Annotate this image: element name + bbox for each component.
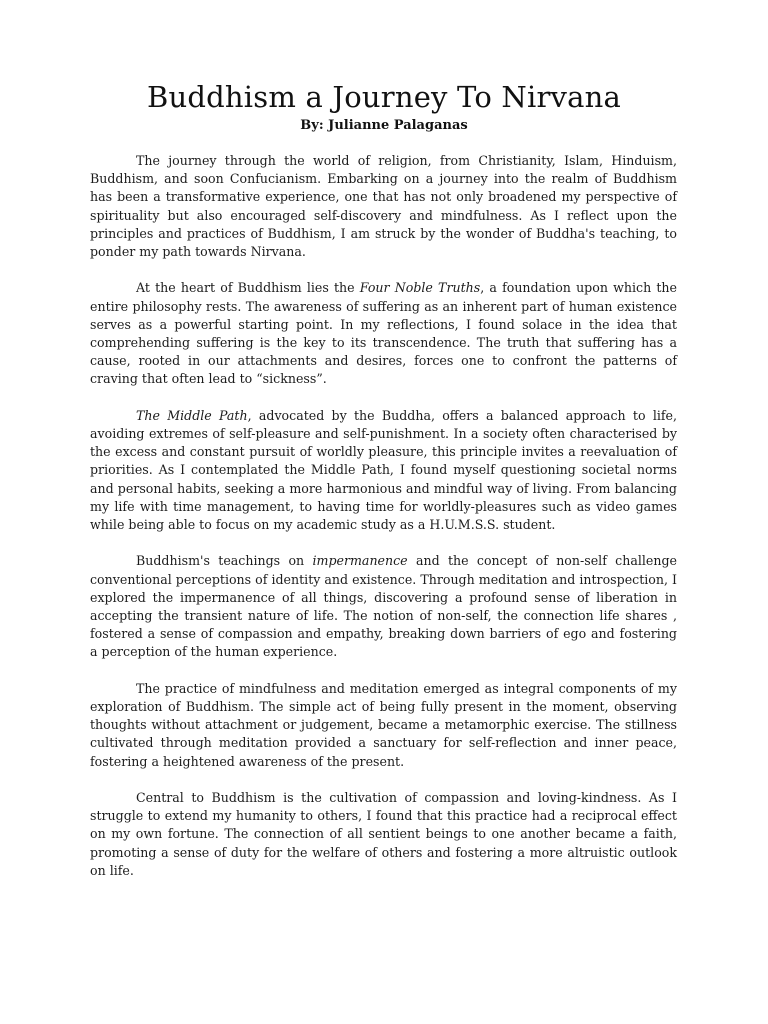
document-body <box>90 152 677 898</box>
text-run: Buddhism's teachings on <box>136 553 313 569</box>
text-run: Central to Buddhism is the cultivation of compassion and loving-kindness. As I struggle to extend my humanity to others, I found that this practice had a reciprocal effect on my own fortune. The connection of all sentient beings to one another became a faith, promoting a sense of duty for the welfare of others and fostering a more altruistic outlook on life. <box>90 790 677 878</box>
text-run: , a foundation upon which the entire philosophy rests. The awareness of suffering as an inherent part of human existence serves as a powerful starting point. In my reflections, I found solace in the idea that comprehending suffering is the key to its transcendence. The truth that suffering has a cause, rooted in our attachments and desires, forces one to confront the patterns of craving that often lead to “sickness”. <box>90 280 677 387</box>
text-run: The journey through the world of religion, from Christianity, Islam, Hinduism, Buddhism, and soon Confucianism. Embarking on a journey into the realm of Buddhism has been a transformative experience, one that has not only broadened my perspective of spirituality but also encouraged self-discovery and mindfulness. As I reflect upon the principles and practices of Buddhism, I am struck by the wonder of Buddha's teaching, to ponder my path towards Nirvana. <box>90 153 677 260</box>
paragraph-3 <box>90 407 677 534</box>
text-run: At the heart of Buddhism lies the <box>136 280 360 296</box>
author-byline: By: Julianne Palaganas <box>300 118 468 133</box>
text-run: The practice of mindfulness and meditation emerged as integral components of my exploration of Buddhism. The simple act of being fully present in the moment, observing thoughts without attachment or judgement, became a metamorphic exercise. The stillness cultivated through meditation provided a sanctuary for self-reflection and inner peace, fostering a heightened awareness of the present. <box>90 680 677 769</box>
paragraph-4 <box>90 552 677 661</box>
text-run: , advocated by the Buddha, offers a balanced approach to life, avoiding extremes of self-pleasure and self-punishment. In a society often characterised by the excess and constant pursuit of worldly pleasure, this principle invites a reevaluation of priorities. As I contemplated the Middle Path, I found myself questioning societal norms and personal habits, seeking a more harmonious and mindful way of living. From balancing my life with time management, to having time for worldly-pleasures such as video games while being able to focus on my academic study as a H.U.M.S.S. student. <box>90 407 677 533</box>
paragraph-6 <box>90 789 677 880</box>
paragraph-5 <box>90 680 677 771</box>
italic-term: Four Noble Truths <box>359 280 481 296</box>
italic-term: The Middle Path <box>136 407 248 423</box>
text-run: and the concept of non-self challenge conventional perceptions of identity and existence. Through meditation and introspection, I explored the impermanence of all things, discovering a profound sense of liberation in accepting the transient nature of life. The notion of non-self, the connection life shares , fostered a sense of compassion and empathy, breaking down barriers of ego and fostering a perception of the human experience. <box>90 553 677 660</box>
paragraph-2 <box>90 279 677 388</box>
document-title: Buddhism a Journey To Nirvana <box>147 80 621 114</box>
paragraph-1 <box>90 152 677 261</box>
italic-term: impermanence <box>312 553 408 569</box>
